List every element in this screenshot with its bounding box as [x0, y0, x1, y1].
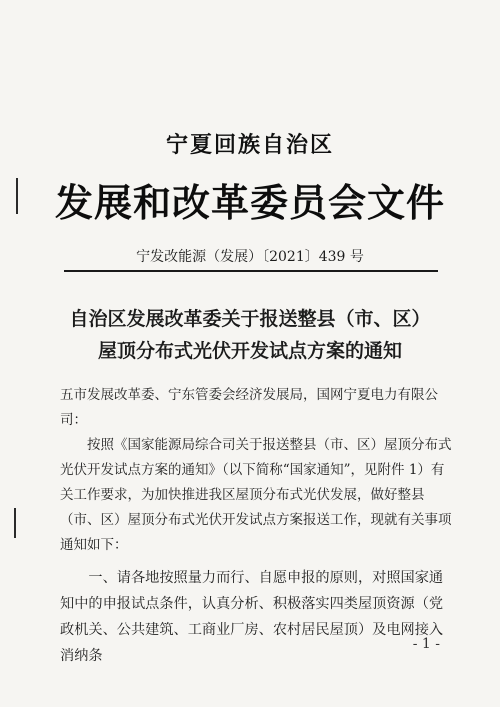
body-paragraph-1: 按照《国家能源局综合司关于报送整县（市、区）屋顶分布式光伏开发试点方案的通知》（以下简称“国家通知”，见附件 1）有关工作要求，为加快推进我区屋顶分布式光伏发展，做好整县（市、区）屋顶分布式光伏开发试点方案报送工作，现就有关事项通知如下： [60, 437, 452, 553]
header-divider [64, 270, 438, 272]
page-number: - 1 - [412, 636, 440, 652]
binding-mark-bottom [14, 508, 16, 538]
notice-title-line2: 屋顶分布式光伏开发试点方案的通知 [97, 340, 402, 362]
issuing-org: 宁夏回族自治区 [165, 132, 334, 158]
notice-body [60, 383, 455, 669]
document-number: 宁发改能源（发展）〔2021〕439 号 [136, 249, 364, 265]
addressee-line: 五市发展改革委、宁东管委会经济发展局，国网宁夏电力有限公司： [60, 387, 438, 428]
document-header-title: 发展和改革委员会文件 [54, 180, 445, 225]
body-paragraph-2: 一、请各地按照量力而行、自愿申报的原则，对照国家通知中的申报试点条件，认真分析、积极落实四类屋顶资源（党政机关、公共建筑、工商业厂房、农村居民屋顶）及电网接入消纳条 [60, 570, 444, 664]
notice-title-line1: 自治区发展改革委关于报送整县（市、区） [69, 308, 431, 330]
notice-title [0, 303, 500, 367]
